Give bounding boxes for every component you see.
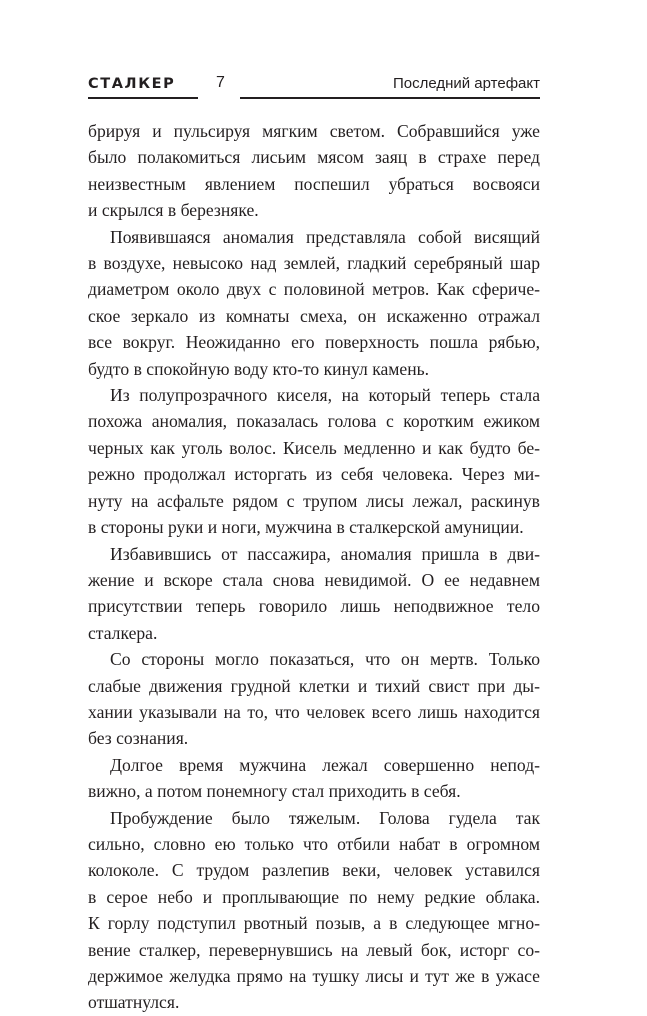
text-line: Избавившись от пассажира, аномалия пришла в дви- (110, 543, 540, 564)
text-line: в серое небо и проплывающие по нему редкие облака. (88, 886, 540, 907)
text-line: вижно, а потом понемногу стал приходить в себя. (88, 781, 461, 802)
text-line: Долгое время мужчина лежал совершенно непод- (110, 754, 540, 775)
text-line: присутствии теперь говорило лишь неподвижное тело (88, 596, 540, 617)
text-line: ское зеркало из комнаты смеха, он искаженно отражал (88, 305, 540, 326)
text-line: отшатнулся. (88, 992, 180, 1013)
text-line: вение сталкер, перевернувшись на левый бок, исторг со- (88, 939, 540, 960)
text-line: неизвестным явлением поспешил убраться восвояси (88, 173, 540, 194)
text-line: в воздухе, невысоко над землей, гладкий серебряный шар (88, 253, 540, 274)
text-line: слабые движения грудной клетки и тихий свист при ды- (88, 675, 540, 696)
text-line: сильно, словно ею только что отбили набат в огромном (88, 833, 540, 854)
body-text (88, 118, 540, 1016)
header-rule (240, 97, 540, 99)
paragraph (88, 541, 540, 647)
book-title: Последний артефакт (392, 75, 540, 92)
text-line: черных как уголь волос. Кисель медленно и как будто бе- (88, 437, 540, 458)
paragraph (88, 224, 540, 382)
text-line: было полакомиться лисьим мясом заяц в страхе перед (88, 147, 540, 168)
text-line: и скрылся в березняке. (88, 200, 259, 221)
text-line: брируя и пульсируя мягким светом. Собравшийся уже (88, 121, 540, 141)
series-name: СТАЛКЕР (88, 76, 176, 92)
paragraph (88, 118, 540, 224)
text-line: Пробуждение было тяжелым. Голова гудела так (110, 807, 540, 828)
running-header (88, 72, 540, 102)
text-line: нуту на асфальте рядом с трупом лисы лежал, раскинув (88, 490, 540, 511)
text-line: жение и вскоре стала снова невидимой. О ее недавнем (88, 569, 540, 590)
page-number: 7 (216, 74, 225, 91)
paragraph (88, 752, 540, 805)
text-line: держимое желудка прямо на тушку лисы и тут же в ужасе (88, 966, 540, 986)
text-line: в стороны руки и ноги, мужчина в сталкерской амуниции. (88, 517, 524, 538)
text-line: колоколе. С трудом разлепив веки, человек уставился (88, 860, 540, 881)
text-line: Из полупрозрачного киселя, на который теперь стала (110, 385, 540, 406)
text-line: Появившаяся аномалия представляла собой висящий (110, 226, 540, 247)
text-line: диаметром около двух с половиной метров. Как сфериче- (88, 279, 540, 300)
text-line: похожа аномалия, показалась голова с коротким ежиком (88, 411, 540, 432)
paragraph (88, 805, 540, 1016)
header-rule (88, 97, 198, 99)
paragraph (88, 382, 540, 540)
text-line: все вокруг. Неожиданно его поверхность пошла рябью, (88, 332, 540, 353)
text-line: хании указывали на то, что человек всего лишь находится (88, 701, 540, 722)
text-line: будто в спокойную воду кто-то кинул камень. (88, 358, 430, 379)
paragraph (88, 646, 540, 752)
text-line: без сознания. (88, 728, 189, 749)
text-line: режно продолжал исторгать из себя человека. Через ми- (88, 464, 540, 485)
text-line: Со стороны могло показаться, что он мертв. Только (110, 649, 540, 670)
text-line: сталкера. (88, 622, 158, 643)
text-line: К горлу подступил рвотный позыв, а в следующее мгно- (88, 913, 540, 934)
